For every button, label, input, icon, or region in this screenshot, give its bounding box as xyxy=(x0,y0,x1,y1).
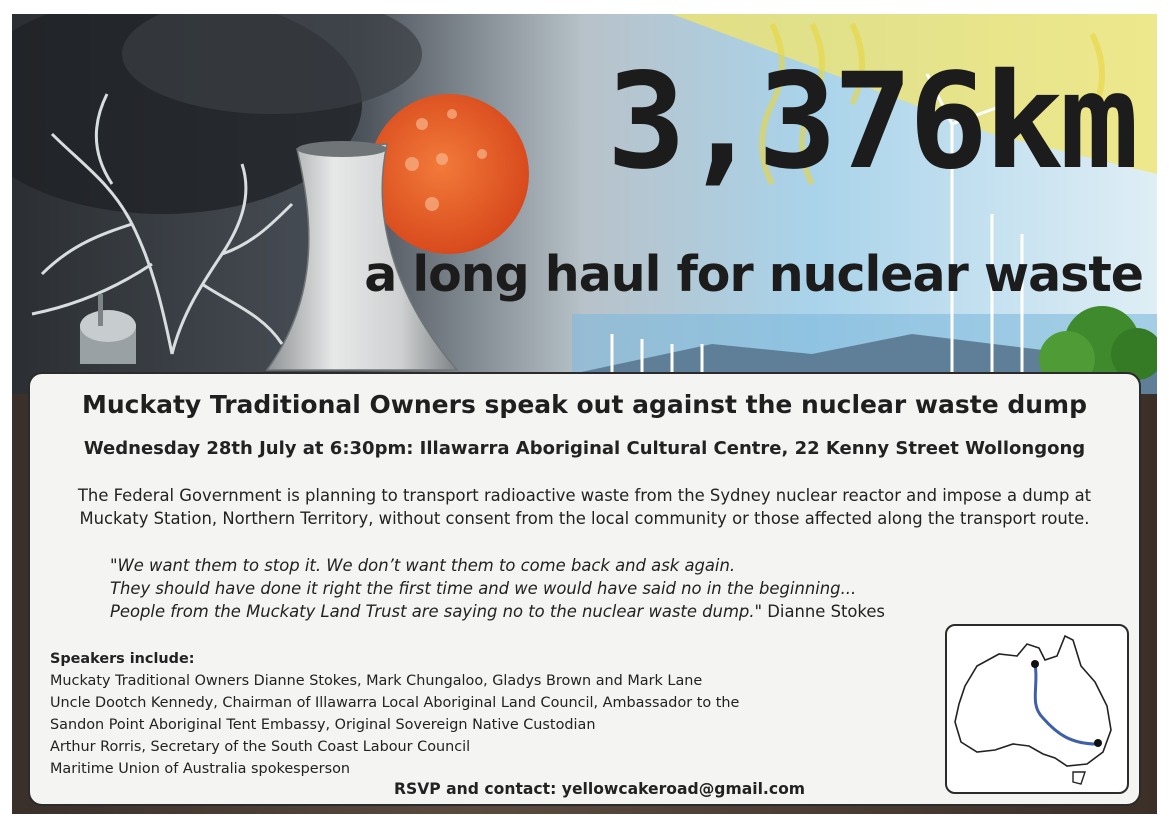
quote-block xyxy=(110,554,885,623)
headline-distance: 3,376km xyxy=(606,45,1135,199)
info-card xyxy=(28,372,1141,806)
quote-attribution: Dianne Stokes xyxy=(762,602,885,621)
speaker-item: Muckaty Traditional Owners Dianne Stokes, Mark Chungaloo, Gladys Brown and Mark Lane xyxy=(50,673,703,689)
event-intro: The Federal Government is planning to transport radioactive waste from the Sydney nuclear reactor and impose a dump at Muckaty Station, Northern Territory, without consent from the local community or those affected along the transport route. xyxy=(77,486,1092,528)
speakers-list xyxy=(50,648,739,780)
poster xyxy=(12,14,1157,814)
route-end-marker xyxy=(1094,739,1102,747)
speaker-item: Arthur Rorris, Secretary of the South Coast Labour Council xyxy=(50,739,471,755)
speaker-item: Sandon Point Aboriginal Tent Embassy, Original Sovereign Native Custodian xyxy=(50,717,596,733)
australia-map-icon xyxy=(947,626,1127,792)
speakers-heading: Speakers include: xyxy=(50,651,195,667)
event-title: Muckaty Traditional Owners speak out against the nuclear waste dump xyxy=(81,390,1087,419)
speaker-item: Uncle Dootch Kennedy, Chairman of Illawarra Local Aboriginal Land Council, Ambassador to the xyxy=(50,695,740,711)
speaker-item: Maritime Union of Australia spokesperson xyxy=(50,761,350,777)
route-start-marker xyxy=(1031,660,1039,668)
route-map xyxy=(945,624,1129,794)
quote-line-3: People from the Muckaty Land Trust are saying no to the nuclear waste dump." xyxy=(110,602,763,621)
event-date-venue: Wednesday 28th July at 6:30pm: Illawarra Aboriginal Cultural Centre, 22 Kenny Street Wollongong xyxy=(83,438,1086,459)
quote-line-3-wrapper xyxy=(110,600,885,623)
quote-line-1: "We want them to stop it. We don’t want them to come back and ask again. xyxy=(110,556,736,575)
quote-line-2: They should have done it right the first time and we would have said no in the beginning... xyxy=(110,579,857,598)
rsvp-contact: RSVP and contact: yellowcakeroad@gmail.com xyxy=(394,780,806,798)
headline-subtitle: a long haul for nuclear waste xyxy=(364,246,1143,303)
banner-image xyxy=(12,14,1157,394)
